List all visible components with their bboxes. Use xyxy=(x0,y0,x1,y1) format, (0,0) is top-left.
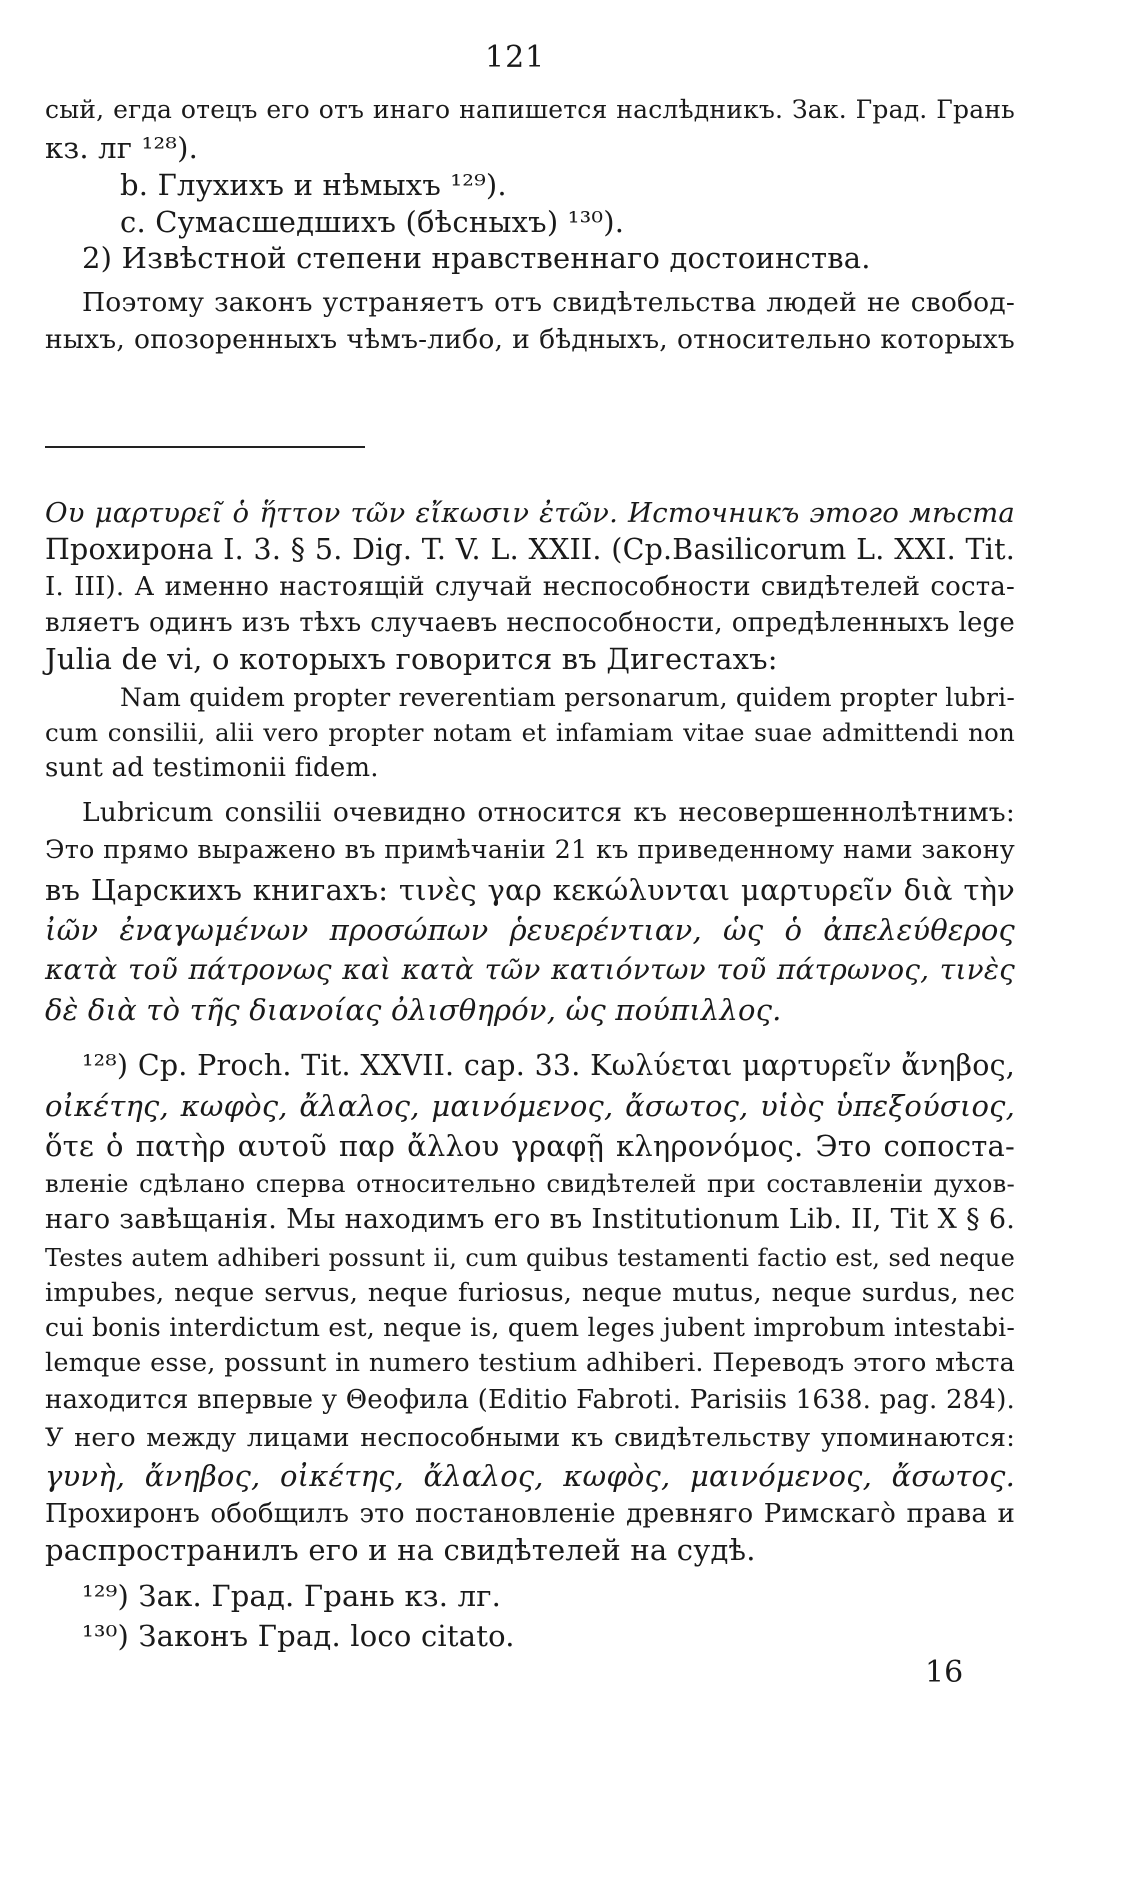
footnote-cont-line-4: вляетъ одинъ изъ тѣхъ случаевъ неспособности, опредѣленныхъ lege xyxy=(45,608,1015,638)
footnote-128-line-13: Прохиронъ обобщилъ это постановленіе древняго Римскагò права и xyxy=(45,1499,1015,1529)
lubricum-line-3: въ Царскихъ книгахъ: τινὲς γαρ κεκώλυνται μαρτυρεῖν διὰ τὴν xyxy=(45,873,1015,907)
lubricum-line-5: κατὰ τοῦ πάτρονως καὶ κατὰ τῶν κατιόντων τοῦ πάτρωνος, τινὲς xyxy=(45,953,1015,986)
lubricum-line-2: Это прямо выражено въ примѣчаніи 21 къ приведенному нами закону xyxy=(45,835,1015,865)
latin-quote-line-2: cum consilii, alii vero propter notam et infamiam vitae suae admittendi non xyxy=(45,718,1015,747)
footnote-rule xyxy=(45,446,365,448)
sheet-number: 16 xyxy=(925,1655,964,1690)
footnote-128-line-8: cui bonis interdictum est, neque is, quem leges jubent improbum intestabi- xyxy=(45,1313,1015,1342)
lubricum-line-1: Lubricum consilii очевидно относится къ несовершеннолѣтнимъ: xyxy=(82,797,1015,828)
latin-quote-line-1: Nam quidem propter reverentiam personarum, quidem propter lubri- xyxy=(120,683,1015,712)
footnote-128-line-11: У него между лицами неспособными къ свидѣтельству упоминаются: xyxy=(45,1423,1015,1453)
page-number: 121 xyxy=(485,40,546,75)
footnote-cont-line-1: Ου μαρτυρεῖ ὁ ἥττον τῶν εἴκωσιν ἐτῶν. Источникъ этого мѣста xyxy=(45,497,1015,529)
footnote-cont-line-5: Julia de vi, о которыхъ говорится въ Дигестахъ: xyxy=(45,642,778,676)
paragraph-line-1: Поэтому законъ устраняетъ отъ свидѣтельства людей не свобод- xyxy=(82,287,1015,318)
footnote-128-line-4: вленіе сдѣлано сперва относительно свидѣтелей при составленіи духов- xyxy=(45,1169,1015,1198)
footnote-128-line-2: οἰκέτης, κωφὸς, ἄλαλος, μαινόμενος, ἄσωτος, υἱὸς ὑπεξούσιος, xyxy=(45,1089,1015,1123)
lubricum-line-4: ἰῶν ἐναγωμένων προσώπων ῥευερέντιαν, ὡς ὁ ἀπελεύθερος xyxy=(45,913,1015,947)
footnote-128-line-9: lemque esse, possunt in numero testium adhiberi. Переводъ этого мѣста xyxy=(45,1348,1015,1378)
footnote-128-line-10: находится впервые у Θеофила (Editio Fabroti. Parisiis 1638. pag. 284). xyxy=(45,1385,1015,1415)
numbered-point-2: 2) Извѣстной степени нравственнаго достоинства. xyxy=(82,241,871,275)
footnote-128-line-7: impubes, neque servus, neque furiosus, neque mutus, neque surdus, nec xyxy=(45,1278,1015,1308)
footnote-128-line-5: наго завѣщанія. Мы находимъ его въ Institutionum Lib. II, Tit X § 6. xyxy=(45,1204,1015,1235)
lubricum-line-6: δὲ διὰ τὸ τῆς διανοίας ὀλισθηρόν, ὡς πούπιλλος. xyxy=(45,993,782,1027)
footnote-130: ¹³⁰) Законъ Град. loco citato. xyxy=(82,1619,515,1653)
footnote-cont-line-2: Прохирона I. 3. § 5. Dig. T. V. L. XXII. (Ср.Basilicorum L. XXI. Tit. xyxy=(45,533,1015,566)
footnote-128-line-3: ὅτε ὁ πατὴρ αυτοῦ παρ ἄλλου γραφῇ κληρονόμος. Это сопоста- xyxy=(45,1129,1015,1163)
footnote-128-line-12: γυνὴ, ἄνηβος, οἰκέτης, ἄλαλος, κωφὸς, μαινόμενος, ἄσωτος. xyxy=(45,1459,1015,1493)
footnote-cont-line-3: I. III). А именно настоящій случай неспособности свидѣтелей соста- xyxy=(45,572,1015,602)
footnote-128-line-1: ¹²⁸) Ср. Proch. Tit. XXVII. cap. 33. Κωλύεται μαρτυρεῖν ἄνηβος, xyxy=(82,1049,1015,1082)
footnote-129: ¹²⁹) Зак. Град. Грань кз. лг. xyxy=(82,1579,502,1613)
list-item-c: c. Сумасшедшихъ (бѣсныхъ) ¹³⁰). xyxy=(120,205,625,239)
footnote-128-line-14: распространилъ его и на свидѣтелей на судѣ. xyxy=(45,1533,756,1567)
latin-quote-line-3: sunt ad testimonii fidem. xyxy=(45,753,379,783)
main-line-2: кз. лг ¹²⁸). xyxy=(45,131,199,165)
list-item-b: b. Глухихъ и нѣмыхъ ¹²⁹). xyxy=(120,168,507,202)
footnote-128-line-6: Testes autem adhiberi possunt ii, cum quibus testamenti factio est, sed neque xyxy=(45,1244,1015,1272)
main-line-1: сый, егда отецъ его отъ инаго напишется наслѣдникъ. Зак. Град. Грань xyxy=(45,95,1015,124)
paragraph-line-2: ныхъ, опозоренныхъ чѣмъ-либо, и бѣдныхъ, относительно которыхъ xyxy=(45,324,1015,355)
